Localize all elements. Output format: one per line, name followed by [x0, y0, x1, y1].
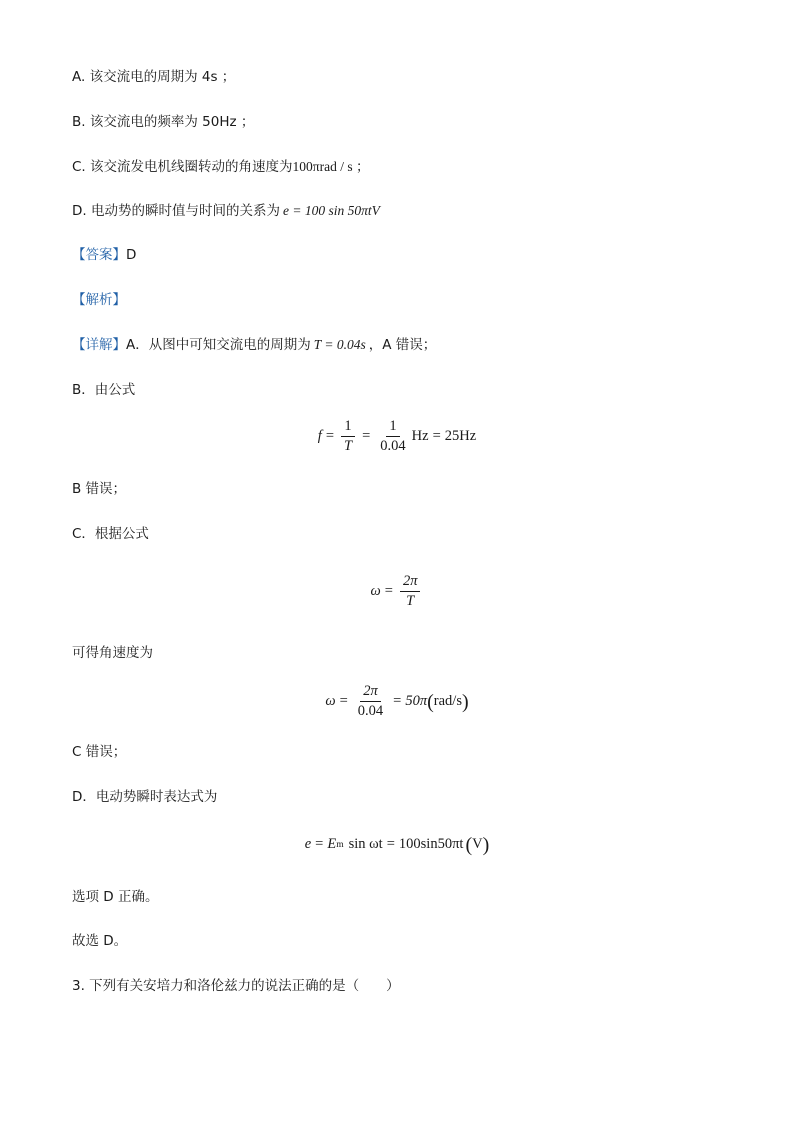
equation-omega-value [0, 683, 794, 720]
detail-d-conclusion: 选项 D 正确。 [72, 889, 159, 905]
eq1-den1: T [344, 438, 353, 454]
eq4-open-paren: ( [465, 833, 473, 856]
equation-emf [0, 833, 794, 856]
eq1-equals-3: = [432, 428, 441, 444]
detail-b-intro: B．由公式 [72, 382, 136, 398]
detail-a-text-end: ，A 错误； [368, 337, 437, 353]
eq2-den: T [406, 593, 415, 609]
option-d [72, 202, 380, 220]
next-question: 3. 下列有关安培力和洛伦兹力的说法正确的是（ ） [72, 978, 400, 994]
eq4-equals-2: = [386, 836, 395, 852]
eq1-fraction-2 [377, 418, 408, 455]
equation-frequency [0, 418, 794, 455]
analysis-label-text: 【解析】 [72, 292, 126, 308]
eq4-result: 100sin50πt [398, 836, 464, 852]
detail-d-intro: D．电动势瞬时表达式为 [72, 789, 218, 805]
eq3-den: 0.04 [357, 703, 384, 719]
eq3-close-paren: ) [461, 690, 469, 713]
eq1-equals-2: = [362, 428, 371, 444]
eq4-em-sub: m [336, 839, 344, 850]
eq4-close-paren: ) [482, 833, 490, 856]
detail-b-conclusion: B 错误； [72, 481, 127, 497]
eq4-em: E [327, 836, 337, 852]
eq4-lhs: e [304, 836, 312, 852]
eq3-open-paren: ( [427, 690, 434, 713]
option-c-text: C. 该交流发电机线圈转动的角速度为 [72, 159, 293, 175]
eq1-num2: 1 [386, 418, 399, 437]
detail-c-conclusion: C 错误； [72, 744, 127, 760]
detail-a-formula: T = 0.04s [313, 337, 366, 352]
eq1-result: 25Hz [444, 428, 477, 444]
eq3-result: 50π [405, 693, 428, 709]
equation-omega-formula [0, 573, 794, 610]
option-c-unit: rad / s ； [319, 159, 370, 174]
eq2-lhs: ω [370, 583, 381, 599]
detail-a-text: A．从图中可知交流电的周期为 [126, 337, 311, 353]
answer-line [72, 246, 136, 264]
eq1-lhs: f [317, 428, 322, 444]
eq1-num1: 1 [341, 418, 354, 437]
option-c [72, 158, 369, 176]
eq2-fraction [400, 573, 421, 610]
detail-c-middle: 可得角速度为 [72, 645, 153, 661]
option-b: B. 该交流电的频率为 50Hz ； [72, 114, 255, 130]
eq4-sin: sin ωt [348, 836, 383, 852]
option-d-formula: e = 100 sin 50πtV [282, 203, 380, 218]
final-answer: 故选 D。 [72, 933, 128, 949]
option-d-text: D. 电动势的瞬时值与时间的关系为 [72, 203, 280, 219]
detail-label: 【详解】 [72, 337, 126, 353]
eq3-equals: = [339, 693, 348, 709]
eq3-num: 2π [360, 683, 381, 702]
detail-a-line [72, 336, 436, 354]
eq1-den2: 0.04 [380, 438, 406, 454]
answer-label: 【答案】 [72, 247, 126, 263]
option-a: A. 该交流电的周期为 4s ； [72, 69, 236, 85]
eq3-equals-2: = [393, 693, 402, 709]
eq2-equals: = [384, 583, 393, 599]
eq4-equals: = [315, 836, 324, 852]
eq1-fraction-1 [341, 418, 355, 455]
eq3-unit: rad/s [433, 693, 462, 709]
analysis-label [72, 291, 126, 309]
eq3-lhs: ω [325, 693, 336, 709]
eq4-unit: V [472, 836, 483, 852]
eq1-unit: Hz [411, 428, 429, 444]
eq1-equals: = [325, 428, 335, 444]
eq2-num: 2π [400, 573, 421, 592]
detail-c-intro: C．根据公式 [72, 526, 149, 542]
option-c-value: 100π [292, 159, 320, 174]
answer-value: D [126, 247, 137, 263]
eq3-fraction [355, 683, 386, 720]
